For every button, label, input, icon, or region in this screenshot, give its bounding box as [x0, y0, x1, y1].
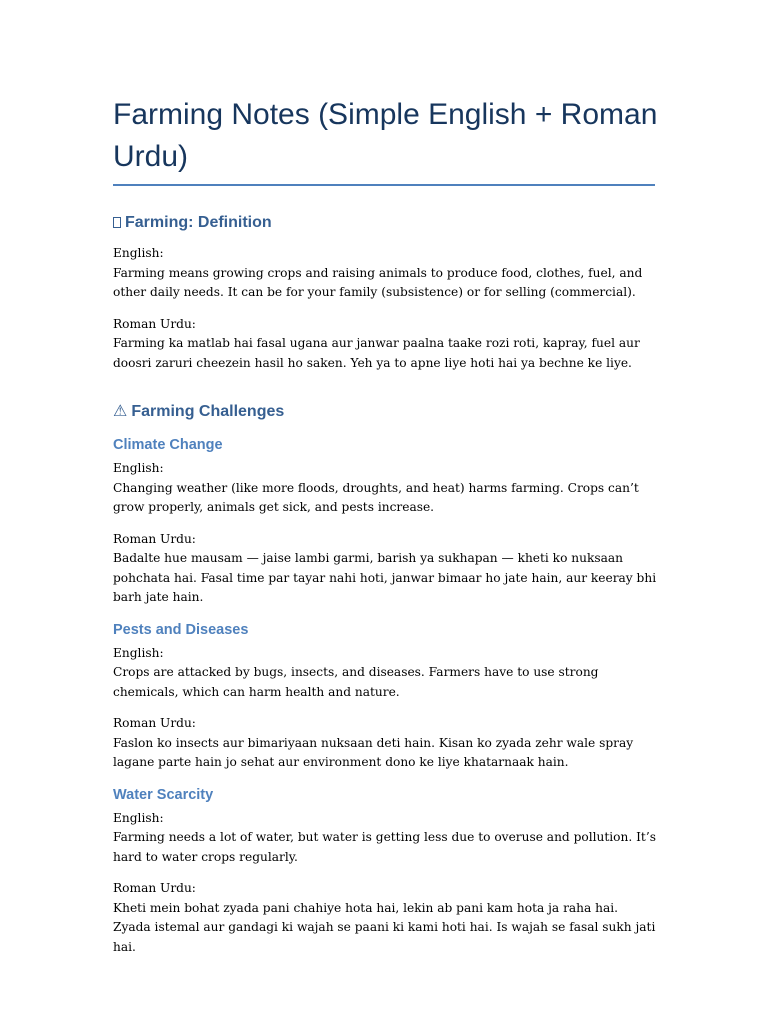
english-text: Crops are attacked by bugs, insects, and diseases. Farmers have to use strong chemicals, which can harm health and nature.	[113, 665, 599, 699]
warning-icon: ⚠	[113, 403, 128, 420]
water-english-paragraph	[113, 809, 658, 868]
definition-english-paragraph	[113, 244, 658, 303]
document-page	[113, 94, 658, 969]
roman-urdu-text: Faslon ko insects aur bimariyaan nuksaan deti hain. Kisan ko zyada zehr wale spray lagane parte hain jo sehat aur environment dono ke liye khatarnaak hain.	[113, 735, 634, 769]
english-text: Farming means growing crops and raising animals to produce food, clothes, fuel, and other daily needs. It can be for your family (subsistence) or for selling (commercial).	[113, 265, 643, 299]
english-label: English:	[113, 461, 164, 475]
roman-urdu-text: Kheti mein bohat zyada pani chahiye hota hai, lekin ab pani kam hota ja raha hai. Zyada istemal aur gandagi ki wajah se paani ki kami hoti hai. Is wajah se fasal sukh jati hai.	[113, 900, 656, 954]
definition-heading-text: Farming: Definition	[125, 214, 272, 231]
english-label: English:	[113, 810, 164, 825]
subheading-climate-change: Climate Change	[113, 437, 223, 453]
section-heading-challenges	[113, 401, 658, 423]
roman-urdu-label: Roman Urdu:	[113, 716, 196, 730]
roman-urdu-text: Badalte hue mausam — jaise lambi garmi, barish ya sukhapan — kheti ko nuksaan pohchata hai. Fasal time par tayar nahi hoti, janwar bimaar ho jate hain, aur keeray bhi barh jate hain.	[113, 551, 657, 604]
water-urdu-paragraph	[113, 879, 658, 957]
english-text: Changing weather (like more floods, droughts, and heat) harms farming. Crops can’t grow properly, animals get sick, and pests increase.	[113, 480, 639, 514]
english-text: Farming needs a lot of water, but water is getting less due to overuse and pollution. It’s hard to water crops regularly.	[113, 830, 656, 864]
pests-urdu-paragraph	[113, 714, 658, 773]
climate-urdu-paragraph	[113, 530, 658, 608]
pests-english-paragraph	[113, 644, 658, 703]
title-underline	[113, 184, 655, 186]
document-title: Farming Notes (Simple English + Roman Urdu)	[113, 98, 658, 173]
subheading-water-scarcity: Water Scarcity	[113, 786, 214, 803]
definition-urdu-paragraph	[113, 315, 658, 374]
roman-urdu-label: Roman Urdu:	[113, 316, 196, 331]
english-label: English:	[113, 645, 164, 660]
missing-glyph-icon	[113, 217, 121, 228]
challenges-heading-text: Farming Challenges	[131, 403, 285, 420]
climate-english-paragraph	[113, 459, 658, 518]
roman-urdu-text: Farming ka matlab hai fasal ugana aur janwar paalna taake rozi roti, kapray, fuel aur doosri zaruri cheezein hasil ho saken. Yeh ya to apne liye hoti hai ya bechne ke liye.	[113, 336, 640, 370]
english-label: English:	[113, 246, 164, 260]
roman-urdu-label: Roman Urdu:	[113, 881, 196, 895]
subheading-pests-diseases: Pests and Diseases	[113, 621, 249, 638]
section-heading-definition	[113, 212, 658, 234]
roman-urdu-label: Roman Urdu:	[113, 531, 196, 546]
